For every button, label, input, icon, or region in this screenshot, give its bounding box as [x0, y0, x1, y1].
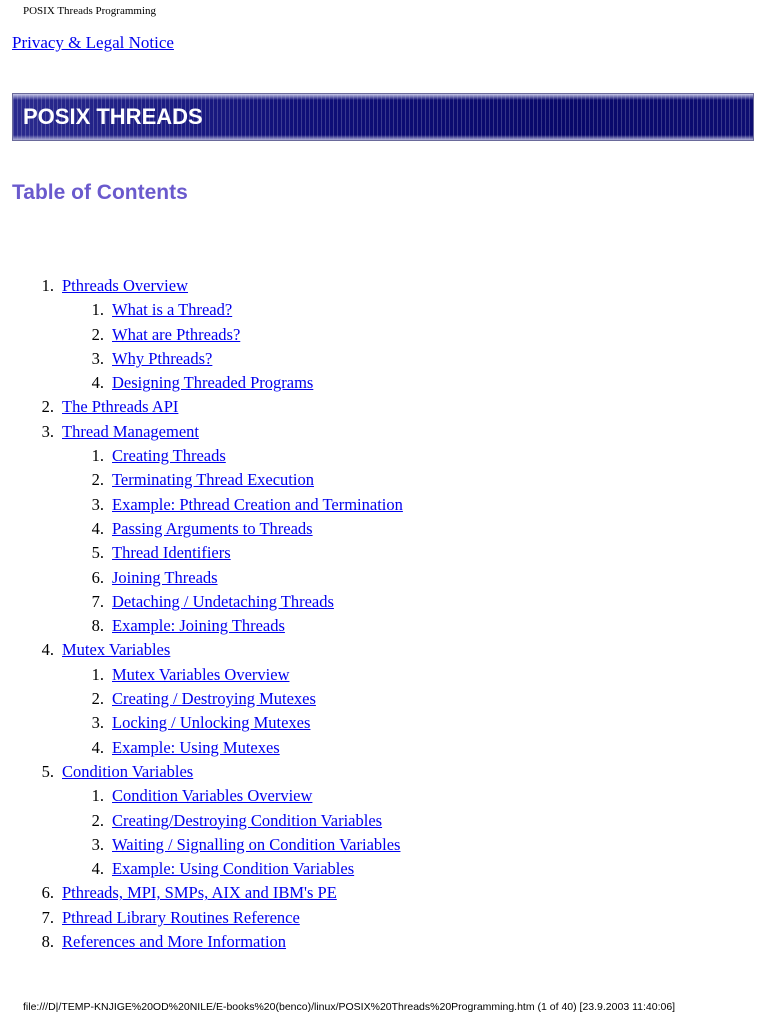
toc-subitem-number: 7.	[91, 591, 104, 611]
toc-subitem-number: 4.	[91, 518, 104, 538]
toc-subitem-number: 4.	[91, 859, 104, 879]
toc-sublink[interactable]: Passing Arguments to Threads	[112, 518, 313, 538]
toc-item-number: 7.	[41, 907, 54, 927]
toc-sublink[interactable]: Joining Threads	[112, 567, 218, 587]
toc-subitem-number: 1.	[91, 786, 104, 806]
toc-item	[0, 274, 768, 298]
toc-item	[0, 638, 768, 662]
toc-sublink[interactable]: What is a Thread?	[112, 300, 233, 320]
toc-subitem	[0, 857, 768, 881]
title-banner	[12, 93, 754, 141]
toc-subitem-number: 3.	[91, 713, 104, 733]
toc-item-number: 8.	[41, 932, 54, 952]
toc-subitem-number: 8.	[91, 616, 104, 636]
toc-item-number: 6.	[41, 883, 54, 903]
table-of-contents	[0, 274, 768, 954]
toc-subitem-number: 3.	[91, 494, 104, 514]
toc-sublink[interactable]: Designing Threaded Programs	[112, 373, 314, 393]
toc-sublink[interactable]: Thread Identifiers	[112, 543, 231, 563]
toc-subitem	[0, 614, 768, 638]
toc-subitem-number: 1.	[91, 300, 104, 320]
toc-subitem	[0, 493, 768, 517]
toc-subitem	[0, 468, 768, 492]
toc-link[interactable]: Pthreads Overview	[62, 276, 189, 295]
toc-subitem	[0, 347, 768, 371]
toc-subitem-number: 1.	[91, 446, 104, 466]
toc-subitem	[0, 687, 768, 711]
toc-heading: Table of Contents	[12, 181, 188, 204]
toc-subitem	[0, 371, 768, 395]
toc-sublink[interactable]: Example: Using Condition Variables	[112, 859, 355, 879]
toc-subitem	[0, 590, 768, 614]
privacy-legal-link[interactable]: Privacy & Legal Notice	[12, 33, 174, 52]
toc-sublink[interactable]: Example: Joining Threads	[112, 616, 285, 636]
toc-subitem	[0, 298, 768, 322]
toc-sublink[interactable]: Locking / Unlocking Mutexes	[112, 713, 311, 733]
toc-sublink[interactable]: What are Pthreads?	[112, 324, 241, 344]
toc-item	[0, 395, 768, 419]
toc-sublink[interactable]: Mutex Variables Overview	[112, 664, 290, 684]
toc-item	[0, 930, 768, 954]
page-footer: file:///D|/TEMP-KNJIGE%20OD%20NILE/E-books%20(benco)/linux/POSIX%20Threads%20Programming.htm (1 of 40) [23.9.2003 11:40:06]	[23, 1001, 676, 1013]
toc-subitem-number: 4.	[91, 373, 104, 393]
toc-subitem-number: 5.	[91, 543, 104, 563]
toc-link[interactable]: Mutex Variables	[62, 640, 171, 660]
toc-subitem-number: 2.	[91, 324, 104, 344]
toc-sublink[interactable]: Waiting / Signalling on Condition Variables	[112, 834, 401, 854]
toc-sublink[interactable]: Creating/Destroying Condition Variables	[112, 810, 383, 830]
toc-item-number: 3.	[41, 421, 54, 441]
toc-subitem	[0, 833, 768, 857]
toc-subitem-number: 3.	[91, 834, 104, 854]
toc-sublink[interactable]: Detaching / Undetaching Threads	[112, 591, 334, 611]
toc-link[interactable]: Pthread Library Routines Reference	[62, 907, 300, 927]
toc-subitem	[0, 566, 768, 590]
toc-subitem	[0, 711, 768, 735]
toc-subitem	[0, 541, 768, 565]
document-title: POSIX Threads Programming	[23, 5, 157, 17]
toc-item	[0, 420, 768, 444]
toc-subitem-number: 1.	[91, 664, 104, 684]
toc-sublink[interactable]: Why Pthreads?	[112, 348, 213, 368]
toc-link[interactable]: Condition Variables	[62, 761, 194, 781]
toc-sublink[interactable]: Example: Pthread Creation and Termination	[112, 494, 403, 514]
toc-subitem	[0, 663, 768, 687]
toc-item	[0, 881, 768, 905]
toc-item-number: 2.	[41, 397, 54, 417]
toc-subitem	[0, 736, 768, 760]
toc-subitem	[0, 323, 768, 347]
banner-title: POSIX THREADS	[23, 104, 203, 129]
toc-subitem-number: 2.	[91, 470, 104, 490]
toc-sublink[interactable]: Terminating Thread Execution	[112, 470, 314, 490]
toc-item	[0, 906, 768, 930]
toc-subitem	[0, 517, 768, 541]
toc-link[interactable]: Pthreads, MPI, SMPs, AIX and IBM's PE	[62, 883, 337, 903]
toc-subitem-number: 3.	[91, 348, 104, 368]
toc-subitem	[0, 809, 768, 833]
toc-sublink[interactable]: Condition Variables Overview	[112, 786, 313, 806]
toc-subitem-number: 2.	[91, 810, 104, 830]
toc-sublink[interactable]: Creating / Destroying Mutexes	[112, 689, 316, 709]
toc-item	[0, 760, 768, 784]
toc-subitem	[0, 784, 768, 808]
toc-sublink[interactable]: Creating Threads	[112, 446, 226, 466]
toc-item-number: 5.	[41, 761, 54, 781]
toc-link[interactable]: References and More Information	[62, 932, 287, 952]
toc-sublink[interactable]: Example: Using Mutexes	[112, 737, 280, 757]
toc-link[interactable]: The Pthreads API	[62, 397, 179, 417]
toc-item-number: 4.	[41, 640, 54, 660]
toc-subitem-number: 6.	[91, 567, 104, 587]
toc-link[interactable]: Thread Management	[62, 421, 199, 441]
toc-subitem	[0, 444, 768, 468]
toc-subitem-number: 2.	[91, 689, 104, 709]
toc-subitem-number: 4.	[91, 737, 104, 757]
toc-item-number: 1.	[41, 276, 54, 295]
